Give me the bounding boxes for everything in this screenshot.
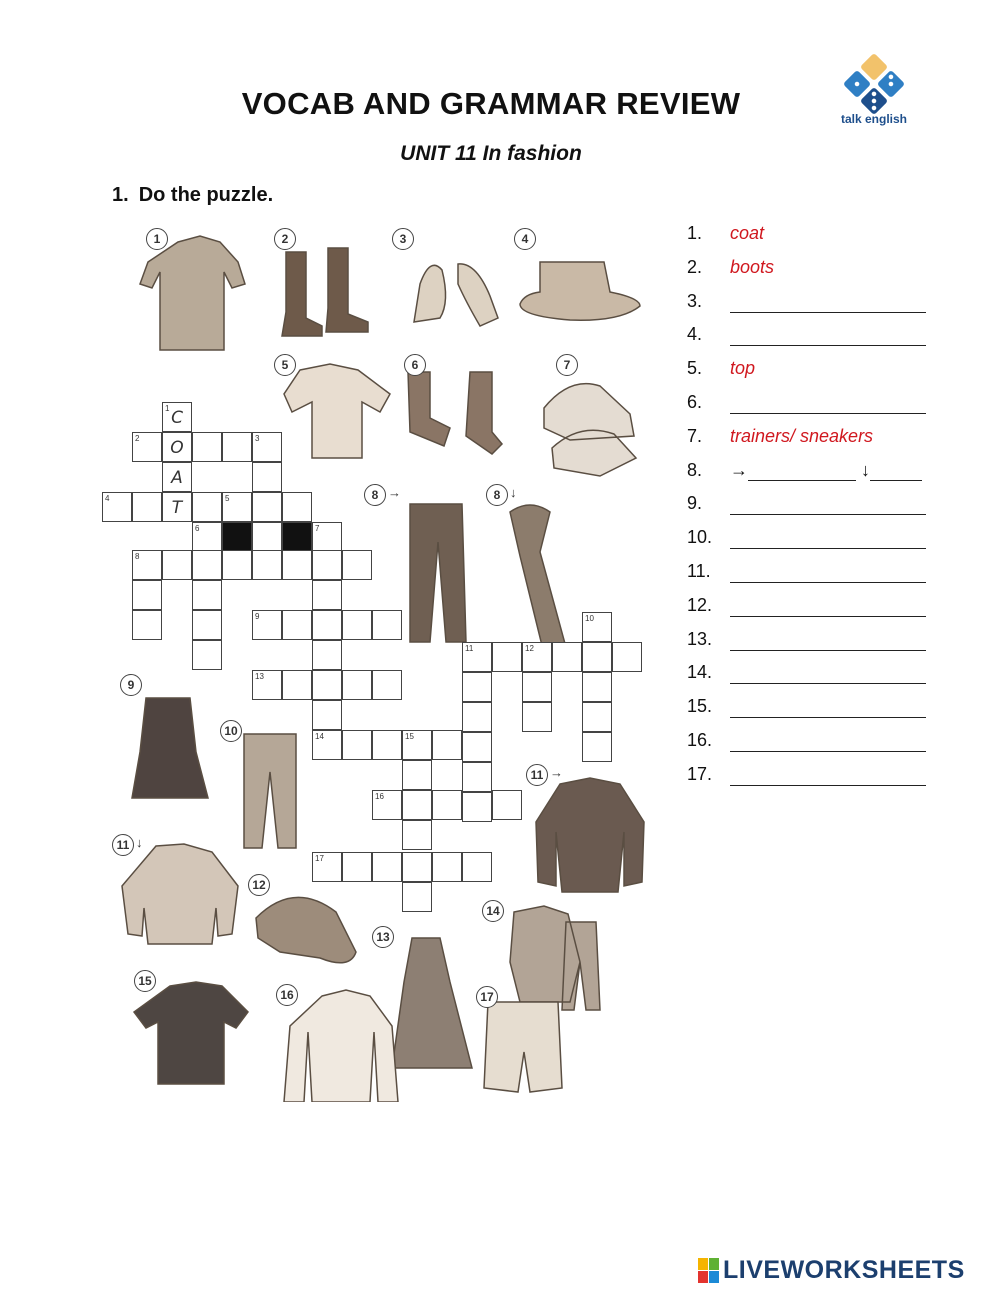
liveworksheets-logo-icon — [698, 1258, 720, 1284]
t-shirt-picture-icon — [134, 982, 248, 1084]
answer-input-1[interactable]: coat — [730, 223, 765, 243]
grid-cell[interactable] — [312, 670, 342, 700]
clue-badge: 4 — [514, 228, 536, 250]
answer-row-8 — [687, 457, 987, 491]
grid-cell[interactable] — [312, 550, 342, 580]
answer-row-5 — [687, 355, 987, 389]
answer-row-1 — [687, 220, 987, 254]
answer-row-6 — [687, 389, 987, 423]
grid-cell[interactable] — [582, 732, 612, 762]
clue-badge: 17 — [476, 986, 498, 1008]
clue-badge: 7 — [556, 354, 578, 376]
cell-number: 4 — [105, 494, 110, 503]
answer-number: 8. — [687, 459, 703, 480]
grid-cell[interactable] — [462, 792, 492, 822]
grid-cell[interactable] — [132, 610, 162, 640]
grid-cell[interactable] — [282, 670, 312, 700]
task-number: 1. — [112, 184, 129, 206]
cell-number: 9 — [255, 612, 260, 621]
grid-cell[interactable] — [492, 642, 522, 672]
jeans-picture-icon — [244, 734, 296, 848]
grid-cell[interactable] — [342, 730, 372, 760]
grid-cell[interactable] — [462, 762, 492, 792]
clue-badge: 16 — [276, 984, 298, 1006]
grid-cell-blocked — [222, 522, 252, 552]
grid-cell-blocked — [282, 522, 312, 552]
grid-cell[interactable] — [312, 522, 342, 552]
answer-number: 17. — [687, 763, 713, 784]
down-arrow-icon: ↓ — [510, 485, 517, 500]
answer-number: 3. — [687, 290, 703, 311]
grid-cell[interactable] — [132, 580, 162, 610]
cell-number: 11 — [465, 644, 474, 653]
grid-cell[interactable] — [522, 672, 552, 702]
answer-number: 12. — [687, 594, 713, 615]
clue-badge: 11 — [112, 834, 134, 856]
answer-number: 1. — [687, 223, 703, 243]
grid-cell[interactable] — [342, 852, 372, 882]
grid-cell[interactable] — [132, 550, 162, 580]
grid-cell[interactable] — [582, 642, 612, 672]
cell-number: 16 — [375, 792, 384, 801]
grid-cell[interactable] — [372, 790, 402, 820]
answer-input-6[interactable] — [730, 393, 926, 414]
grid-cell[interactable] — [282, 492, 312, 522]
cell-number: 5 — [225, 494, 230, 503]
clue-badge: 9 — [120, 674, 142, 696]
coat-picture-icon — [140, 236, 245, 350]
answer-input-14[interactable] — [730, 663, 926, 684]
grid-cell[interactable] — [462, 852, 492, 882]
shirt-picture-icon — [284, 990, 398, 1102]
answer-input-10[interactable] — [730, 528, 926, 549]
cell-letter: A — [171, 468, 183, 488]
answer-input-16[interactable] — [730, 731, 926, 752]
grid-cell[interactable] — [252, 492, 282, 522]
jacket-picture-icon — [536, 778, 644, 892]
grid-cell[interactable] — [252, 522, 282, 552]
clue-badge: 14 — [482, 900, 504, 922]
clue-badge: 15 — [134, 970, 156, 992]
answer-row-16 — [687, 727, 987, 761]
trousers-picture-icon — [410, 504, 466, 642]
grid-cell[interactable] — [312, 730, 342, 760]
grid-cell[interactable] — [582, 702, 612, 732]
grid-cell[interactable] — [402, 820, 432, 850]
grid-cell[interactable] — [162, 402, 192, 432]
grid-cell[interactable] — [402, 790, 432, 820]
grid-cell[interactable] — [252, 670, 282, 700]
grid-cell[interactable] — [612, 642, 642, 672]
answer-number: 13. — [687, 628, 713, 649]
grid-cell[interactable] — [312, 580, 342, 610]
answer-row-4 — [687, 321, 987, 355]
grid-cell[interactable] — [522, 642, 552, 672]
socks-picture-icon — [408, 372, 502, 454]
cell-number: 1 — [165, 404, 170, 413]
answer-number: 9. — [687, 493, 703, 514]
top-picture-icon — [284, 364, 390, 458]
worksheet-subtitle: UNIT 11 In fashion — [400, 142, 582, 165]
grid-cell[interactable] — [192, 580, 222, 610]
clue-badge: 8 — [486, 484, 508, 506]
clue-badge: 1 — [146, 228, 168, 250]
cell-number: 17 — [315, 854, 324, 863]
grid-cell[interactable] — [312, 700, 342, 730]
suit-picture-icon — [510, 906, 600, 1010]
cell-number: 14 — [315, 732, 324, 741]
cell-number: 3 — [255, 434, 260, 443]
grid-cell[interactable] — [222, 492, 252, 522]
grid-cell[interactable] — [192, 492, 222, 522]
answer-input-4[interactable] — [730, 325, 926, 346]
answer-input-9[interactable] — [730, 494, 926, 515]
grid-cell[interactable] — [462, 732, 492, 762]
down-arrow-icon: ↓ — [136, 835, 143, 850]
grid-cell[interactable] — [372, 670, 402, 700]
grid-cell[interactable] — [192, 432, 222, 462]
answer-number: 4. — [687, 324, 703, 345]
answer-number: 15. — [687, 696, 713, 717]
cell-number: 8 — [135, 552, 140, 561]
answer-number: 14. — [687, 662, 713, 683]
grid-cell[interactable] — [402, 882, 432, 912]
task-text: Do the puzzle. — [138, 184, 274, 206]
cell-number: 10 — [585, 614, 594, 623]
trainers-picture-icon — [544, 384, 636, 476]
cell-number: 15 — [405, 732, 414, 741]
skirt-picture-icon — [132, 698, 208, 798]
grid-cell[interactable] — [192, 610, 222, 640]
clue-badge: 13 — [372, 926, 394, 948]
answer-row-13 — [687, 626, 987, 660]
footer-brand-text: LIVEWORKSHEETS — [723, 1256, 965, 1284]
grid-cell[interactable] — [432, 852, 462, 882]
answer-input-11[interactable] — [730, 562, 926, 583]
grid-cell[interactable] — [132, 432, 162, 462]
grid-cell[interactable] — [462, 702, 492, 732]
answer-input-17[interactable] — [730, 765, 926, 786]
grid-cell[interactable] — [222, 550, 252, 580]
grid-cell[interactable] — [402, 852, 432, 882]
answer-number: 16. — [687, 729, 713, 750]
answer-number: 5. — [687, 358, 703, 379]
grid-cell[interactable] — [582, 672, 612, 702]
grid-cell[interactable] — [162, 550, 192, 580]
grid-cell[interactable] — [252, 462, 282, 492]
clue-badge: 6 — [404, 354, 426, 376]
task-instruction — [112, 184, 273, 207]
shoes-picture-icon — [414, 264, 498, 326]
grid-cell[interactable] — [432, 730, 462, 760]
grid-cell[interactable] — [222, 432, 252, 462]
answer-input-5[interactable]: top — [730, 358, 756, 379]
clue-badge: 5 — [274, 354, 296, 376]
answer-row-9 — [687, 490, 987, 524]
right-arrow-icon: → — [550, 765, 563, 780]
worksheet-title: VOCAB AND GRAMMAR REVIEW — [241, 86, 741, 121]
across-arrow-icon: → — [730, 459, 748, 480]
clue-badge: 2 — [274, 228, 296, 250]
answer-input-8-down[interactable] — [870, 462, 922, 481]
clue-badge: 8 — [364, 484, 386, 506]
boots-picture-icon — [282, 248, 368, 336]
grid-cell[interactable] — [252, 432, 282, 462]
clue-badge: 3 — [392, 228, 414, 250]
answer-number: 7. — [687, 425, 703, 446]
grid-cell[interactable] — [552, 642, 582, 672]
answer-input-13[interactable] — [730, 630, 926, 651]
answer-row-2 — [687, 254, 987, 288]
grid-cell[interactable] — [402, 760, 432, 790]
right-arrow-icon: → — [388, 485, 401, 500]
answer-row-14 — [687, 659, 987, 693]
answer-row-17 — [687, 761, 987, 795]
grid-cell[interactable] — [162, 432, 192, 462]
grid-cell[interactable] — [312, 610, 342, 640]
cell-number: 7 — [315, 524, 320, 533]
answer-input-3[interactable] — [730, 292, 926, 313]
clue-badge: 12 — [248, 874, 270, 896]
answer-row-15 — [687, 693, 987, 727]
answer-number: 2. — [687, 256, 703, 277]
answer-number: 6. — [687, 391, 703, 412]
cell-number: 12 — [525, 644, 534, 653]
grid-cell[interactable] — [102, 492, 132, 522]
cell-number: 2 — [135, 434, 140, 443]
grid-cell[interactable] — [192, 522, 222, 552]
grid-cell[interactable] — [342, 550, 372, 580]
answer-list — [687, 220, 987, 795]
grid-cell[interactable] — [402, 730, 432, 760]
cell-letter: T — [171, 498, 183, 518]
answer-8-pair — [730, 460, 930, 481]
dress-picture-icon — [392, 938, 472, 1068]
answer-row-10 — [687, 524, 987, 558]
cell-number: 6 — [195, 524, 200, 533]
answer-row-7 — [687, 423, 987, 457]
answer-input-12[interactable] — [730, 596, 926, 617]
clue-badge: 11 — [526, 764, 548, 786]
grid-cell[interactable] — [282, 610, 312, 640]
grid-cell[interactable] — [162, 492, 192, 522]
grid-cell[interactable] — [162, 462, 192, 492]
grid-cell[interactable] — [282, 550, 312, 580]
grid-cell[interactable] — [372, 610, 402, 640]
answer-input-7[interactable]: trainers/ sneakers — [730, 425, 874, 446]
sweater-picture-icon — [122, 844, 238, 944]
grid-cell[interactable] — [342, 610, 372, 640]
clue-badge: 10 — [220, 720, 242, 742]
cell-letter: O — [170, 438, 184, 458]
grid-cell[interactable] — [582, 612, 612, 642]
cell-number: 13 — [255, 672, 264, 681]
answer-input-15[interactable] — [730, 697, 926, 718]
logo-text: talk english — [840, 112, 908, 126]
grid-cell[interactable] — [462, 642, 492, 672]
answer-row-12 — [687, 592, 987, 626]
grid-cell[interactable] — [312, 640, 342, 670]
answer-input-2[interactable]: boots — [730, 256, 775, 277]
grid-cell[interactable] — [372, 852, 402, 882]
answer-row-3 — [687, 288, 987, 322]
shorts-picture-icon — [484, 1002, 562, 1092]
grid-cell[interactable] — [522, 702, 552, 732]
grid-cell[interactable] — [192, 640, 222, 670]
grid-cell[interactable] — [462, 672, 492, 702]
answer-number: 11. — [687, 560, 711, 581]
grid-cell[interactable] — [312, 852, 342, 882]
answer-row-11 — [687, 558, 987, 592]
grid-cell[interactable] — [252, 610, 282, 640]
answer-number: 10. — [687, 527, 713, 548]
grid-cell[interactable] — [372, 730, 402, 760]
grid-cell[interactable] — [492, 790, 522, 820]
grid-cell[interactable] — [432, 790, 462, 820]
cell-letter: C — [171, 408, 183, 428]
down-arrow-icon: ↓ — [861, 459, 871, 480]
grid-cell[interactable] — [132, 492, 162, 522]
grid-cell[interactable] — [252, 550, 282, 580]
answer-input-8-across[interactable] — [748, 462, 856, 481]
grid-cell[interactable] — [342, 670, 372, 700]
hat-picture-icon — [520, 262, 640, 320]
grid-cell[interactable] — [192, 550, 222, 580]
cap-picture-icon — [256, 897, 356, 962]
crossword-puzzle — [100, 222, 660, 1102]
